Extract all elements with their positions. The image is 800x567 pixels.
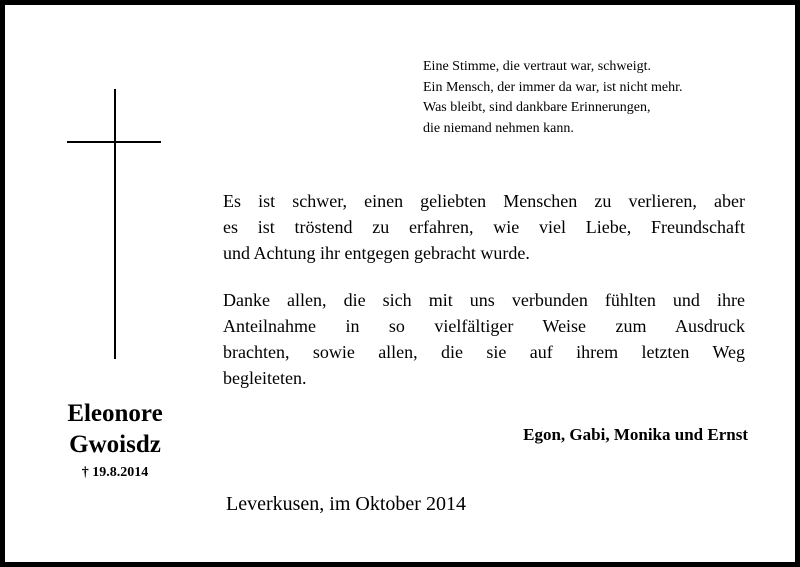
cross-vertical-bar — [114, 89, 116, 359]
thanks-paragraph-1 — [223, 188, 745, 266]
cross-horizontal-bar — [67, 141, 161, 143]
poem-line: Was bleibt, sind dankbare Erinnerungen, — [423, 100, 651, 115]
death-date: † 19.8.2014 — [81, 465, 149, 480]
paragraph-line: Danke allen, die sich mit uns verbunden fühlten und ihre — [223, 290, 745, 310]
thanks-paragraph-2 — [223, 287, 745, 391]
paragraph-line: begleiteten. — [223, 368, 307, 388]
place-date: Leverkusen, im Oktober 2014 — [226, 493, 466, 515]
paragraph-line: es ist tröstend zu erfahren, wie viel Liebe, Freundschaft — [223, 217, 745, 237]
deceased-first-name: Eleonore — [67, 400, 163, 427]
poem-line: die niemand nehmen kann. — [423, 120, 574, 136]
deceased-last-name: Gwoisdz — [69, 431, 161, 458]
paragraph-line: Anteilnahme in so vielfältiger Weise zum Ausdruck — [223, 316, 745, 336]
paragraph-line: und Achtung ihr entgegen gebracht wurde. — [223, 243, 530, 263]
poem-line: Eine Stimme, die vertraut war, schweigt. — [423, 59, 652, 74]
deceased-name — [30, 398, 200, 460]
poem — [423, 57, 783, 139]
poem-line: Ein Mensch, der immer da war, ist nicht mehr. — [423, 79, 683, 95]
paragraph-line: Es ist schwer, einen geliebten Menschen zu verlieren, aber — [223, 191, 745, 211]
signers: Egon, Gabi, Monika und Ernst — [523, 425, 748, 444]
paragraph-line: brachten, sowie allen, die sie auf ihrem letzten Weg — [223, 342, 745, 362]
